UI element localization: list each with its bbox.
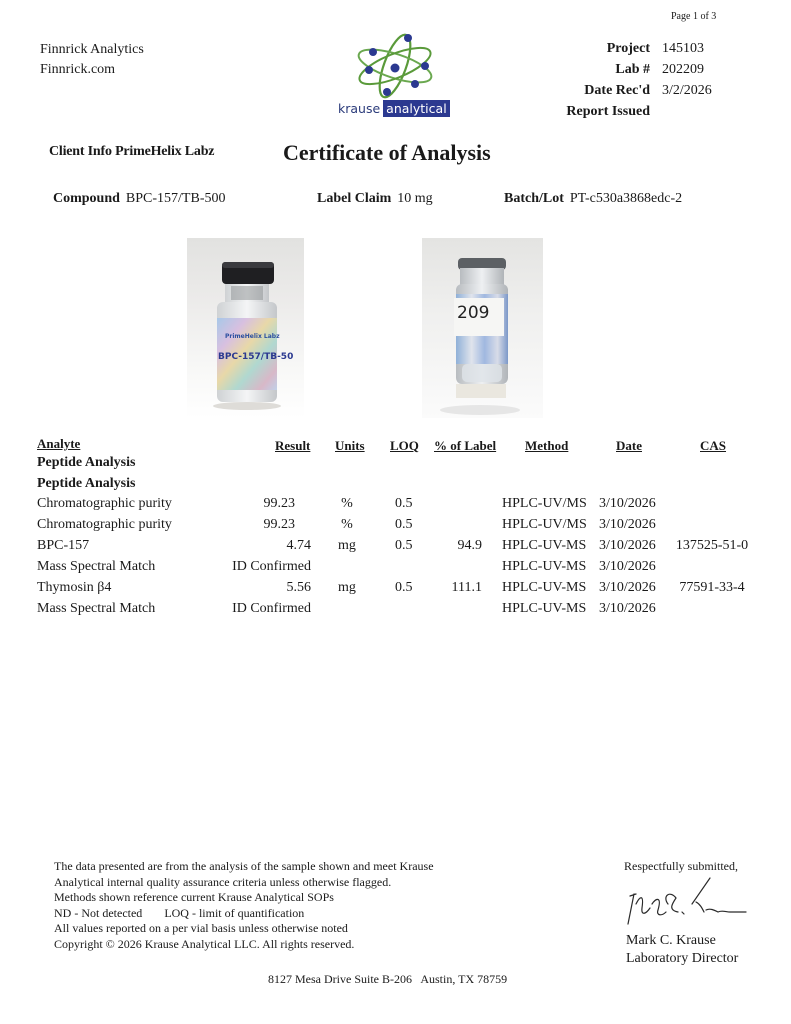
page-indicator: Page 1 of 3	[671, 11, 717, 22]
cell-units: %	[341, 517, 353, 532]
cell-analyte: Mass Spectral Match	[37, 601, 156, 616]
loq-note: LOQ - limit of quantification	[164, 905, 305, 920]
meta-lab-number	[540, 59, 712, 80]
cell-cas: 137525-51-0	[675, 538, 749, 553]
meta-label: Project	[606, 40, 650, 56]
meta-date-received	[540, 80, 712, 101]
copyright: Copyright © 2026 Krause Analytical LLC. All rights reserved.	[54, 936, 355, 951]
lab-address: 8127 Mesa Drive Suite B-206 Austin, TX 78759	[268, 972, 508, 986]
compound-value: BPC-157/TB-500	[125, 191, 226, 206]
vial-front-icon	[187, 238, 304, 418]
client-label: Client Info	[49, 144, 112, 159]
cell-analyte: Mass Spectral Match	[37, 559, 156, 574]
section-heading: Peptide Analysis	[37, 455, 136, 470]
cell-date: 3/10/2026	[599, 580, 656, 595]
col-date: Date	[616, 438, 642, 453]
cell-method: HPLC-UV-MS	[502, 538, 587, 553]
meta-label: Date Rec'd	[584, 82, 650, 98]
meta-report-issued	[540, 101, 712, 122]
col-loq: LOQ	[390, 438, 419, 453]
cell-pct-label: 94.9	[457, 538, 482, 553]
cell-date: 3/10/2026	[599, 559, 656, 574]
atom-icon	[350, 30, 440, 102]
logo-word-krause: krause	[338, 101, 381, 116]
col-method: Method	[525, 438, 569, 453]
cell-result: 99.23	[263, 496, 295, 511]
cell-method: HPLC-UV/MS	[502, 517, 587, 532]
compound-info	[53, 191, 226, 207]
col-analyte: Analyte	[37, 436, 81, 451]
krause-analytical-logo	[336, 30, 456, 120]
cell-method: HPLC-UV-MS	[502, 580, 587, 595]
cell-date: 3/10/2026	[599, 496, 656, 511]
cell-pct-label: 111.1	[451, 580, 482, 595]
cell-loq: 0.5	[395, 517, 413, 532]
cell-loq: 0.5	[395, 538, 413, 553]
client-name: PrimeHelix Labz	[115, 144, 215, 159]
meta-label: Lab #	[615, 61, 650, 77]
vial-photo-label	[422, 238, 543, 418]
cell-result: 5.56	[286, 580, 311, 595]
batch-info	[504, 191, 682, 207]
col-units: Units	[335, 438, 365, 453]
cell-analyte: Chromatographic purity	[37, 496, 172, 511]
svg-text:PrimeHelix Labz: PrimeHelix Labz	[225, 333, 280, 340]
label-claim-value: 10 mg	[397, 191, 433, 206]
signature-icon	[622, 874, 752, 932]
logo-wordmark	[338, 100, 450, 117]
note-line: Methods shown reference current Krause Analytical SOPs	[54, 890, 334, 905]
cell-units: mg	[338, 538, 356, 553]
svg-text:BPC-157/TB-50: BPC-157/TB-50	[218, 352, 294, 362]
cell-cas: 77591-33-4	[679, 580, 745, 595]
cell-date: 3/10/2026	[599, 538, 656, 553]
company-block	[40, 40, 144, 80]
meta-project	[540, 38, 712, 59]
abbreviations	[54, 906, 434, 922]
cell-analyte: Chromatographic purity	[37, 517, 172, 532]
cell-analyte: BPC-157	[37, 538, 90, 553]
col-cas: CAS	[700, 438, 727, 453]
note-line: Analytical internal quality assurance criteria unless otherwise flagged.	[54, 874, 392, 889]
cell-loq: 0.5	[395, 496, 413, 511]
col-result: Result	[275, 438, 311, 453]
company-name: Finnrick Analytics	[40, 42, 144, 57]
cell-result: 4.74	[286, 538, 311, 553]
cell-units: mg	[338, 580, 356, 595]
company-site: Finnrick.com	[40, 62, 116, 77]
signer-title: Laboratory Director	[626, 951, 739, 966]
cell-loq: 0.5	[395, 580, 413, 595]
compound-label: Compound	[53, 191, 120, 206]
meta-value: 202209	[662, 61, 704, 77]
cell-analyte: Thymosin β4	[37, 580, 112, 595]
meta-value: 145103	[662, 40, 704, 56]
cell-result: ID Confirmed	[232, 559, 311, 574]
note-line: All values reported on a per vial basis unless otherwise noted	[54, 921, 348, 936]
svg-text:209: 209	[457, 303, 490, 323]
submitted-text: Respectfully submitted,	[624, 859, 738, 873]
cell-result: 99.23	[263, 517, 295, 532]
cell-units: %	[341, 496, 353, 511]
label-claim-info	[317, 191, 433, 207]
meta-label: Report Issued	[566, 103, 650, 119]
cell-method: HPLC-UV-MS	[502, 559, 587, 574]
cell-date: 3/10/2026	[599, 517, 656, 532]
client-info	[49, 144, 214, 160]
note-line: The data presented are from the analysis of the sample shown and meet Krause	[54, 859, 434, 873]
signer-block	[626, 932, 738, 968]
section-heading: Peptide Analysis	[37, 476, 136, 491]
signer-name: Mark C. Krause	[626, 933, 716, 948]
cell-result: ID Confirmed	[232, 601, 311, 616]
batch-label: Batch/Lot	[504, 191, 564, 206]
cell-date: 3/10/2026	[599, 601, 656, 616]
footer-notes	[54, 859, 434, 953]
batch-value: PT-c530a3868edc-2	[569, 191, 683, 206]
logo-word-analytical: analytical	[383, 100, 450, 117]
report-meta	[540, 38, 712, 122]
vial-side-icon	[422, 238, 543, 418]
vial-photo-front	[187, 238, 304, 418]
cell-method: HPLC-UV-MS	[502, 601, 587, 616]
meta-value: 3/2/2026	[662, 82, 712, 98]
page-title: Certificate of Analysis	[283, 140, 491, 165]
label-claim-label: Label Claim	[317, 191, 392, 206]
nd-note: ND - Not detected	[54, 905, 143, 920]
cell-method: HPLC-UV/MS	[502, 496, 587, 511]
col-pct-label: % of Label	[434, 438, 497, 453]
